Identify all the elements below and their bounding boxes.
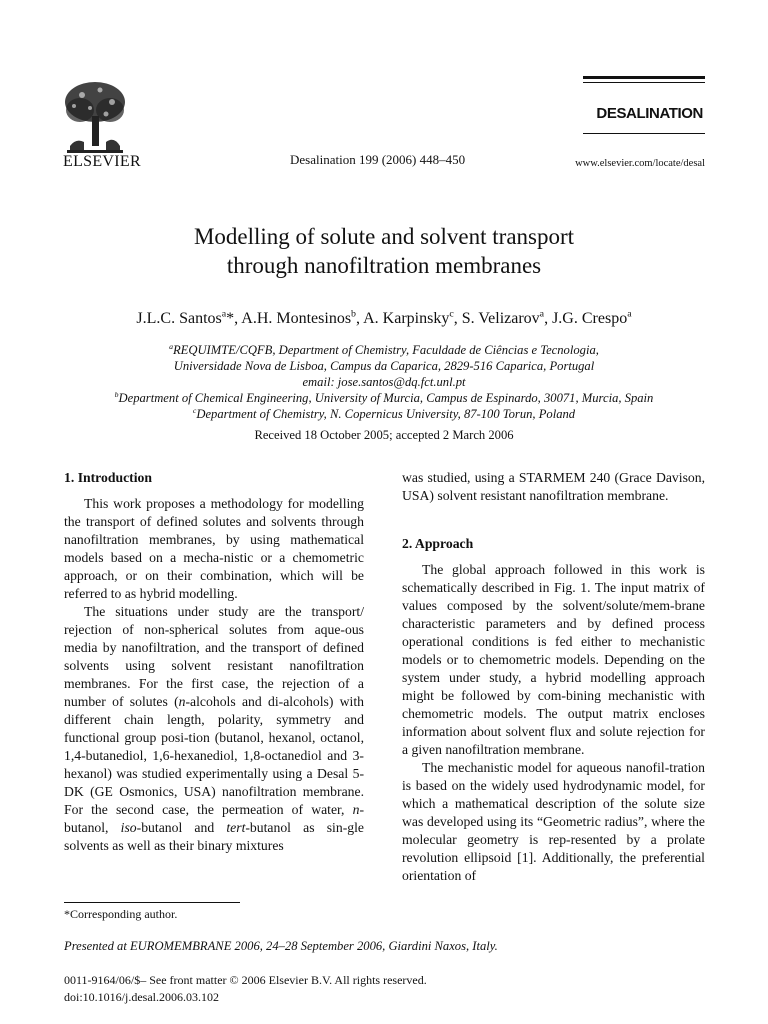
header-rule-bottom (583, 133, 705, 134)
affil-b-line: Department of Chemical Engineering, University of Murcia, Campus de Espinardo, 30071, Murcia, Spain (118, 391, 654, 405)
author-list (40, 310, 728, 328)
article-title (100, 222, 668, 280)
affil-mark-c: c (192, 405, 197, 415)
italic-run: iso (120, 820, 137, 835)
text-run: The situations under study are the transport/ rejection of non-spherical solutes from aque-ous media by nanofiltration, and the transport of defined solvents using solvent resistant nanofiltration membranes. For the first case, the rejection of a number of solutes ( (64, 604, 364, 709)
elsevier-tree-logo-icon (62, 80, 128, 154)
approach-paragraph-1: The global approach followed in this work is schematically described in Fig. 1. The input matrix of values composed by the solvent/solute/mem-brane characteristic parameters and by defined process operational conditions is fed either to mechanistic models or to chemometric models. Depending on the system under study, a hybrid modelling approach might be followed by com-bining mechanistic with chemometric models. The output matrix encloses information about solvent flux and solute rejection for a given nanofiltration membrane. (402, 562, 705, 757)
footnote-rule (64, 902, 240, 903)
header-rule-top-thin (583, 82, 705, 83)
italic-run: n (178, 694, 186, 709)
author-sep: *, (226, 310, 242, 327)
journal-name: DESALINATION (596, 105, 703, 122)
intro-paragraph-2 (64, 603, 364, 855)
author-affil-mark: b (351, 308, 356, 320)
author-name: J.G. Crespo (552, 310, 628, 327)
author-sep: , (356, 310, 364, 327)
italic-run: tert (226, 820, 246, 835)
author-name: J.L.C. Santos (136, 310, 222, 327)
author-affil-mark: a (539, 308, 545, 320)
affil-a-line-2: Universidade Nova de Lisboa, Campus da Caparica, 2829-516 Caparica, Portugal (173, 359, 595, 373)
section-heading-approach: 2. Approach (402, 536, 474, 551)
text-run: -alcohols and di-alcohols) with different chain length, polarity, symmetry and functional group posi-tion (butanol, hexanol, octanol, 1,4-butanediol, 1,6-hexanediol, 1,8-octanediol and 3-hexanol) was studied experimentally using a Desal 5-DK (GE Osmonics, USA) nanofiltration membrane. For the second case, the permeation of water, (64, 694, 364, 817)
affil-c-line: Department of Chemistry, N. Copernicus University, 87-100 Torun, Poland (196, 407, 576, 421)
affiliation-b (60, 390, 708, 406)
author-affil-mark: a (627, 308, 632, 320)
text-run: -butanol, (64, 802, 364, 835)
conference-note: Presented at EUROMEMBRANE 2006, 24–28 September 2006, Giardini Naxos, Italy. (64, 939, 498, 953)
text-run: -butanol and (136, 820, 227, 835)
affil-a-line-1: REQUIMTE/CQFB, Department of Chemistry, Faculdade de Ciências e Tecnologia, (172, 343, 599, 357)
doi-line[interactable]: doi:10.1016/j.desal.2006.03.102 (64, 990, 219, 1004)
author-sep: , (453, 310, 462, 327)
publisher-name: ELSEVIER (63, 153, 141, 170)
journal-citation: Desalination 199 (2006) 448–450 (290, 152, 466, 167)
author-affil-mark: c (449, 308, 454, 320)
author-name: A.H. Montesinos (241, 310, 352, 327)
received-dates: Received 18 October 2005; accepted 2 March 2006 (254, 428, 514, 442)
copyright-block (64, 972, 427, 1006)
author-name: S. Velizarov (461, 310, 540, 327)
affil-mark-a: a (169, 341, 173, 351)
affiliation-c (60, 406, 708, 422)
approach-paragraph-2: The mechanistic model for aqueous nanofil-tration is based on the widely used hydrodynamic model, for which a mathematical description of the solute size was developed using its “Geometric radius”, where the molecular geometry is rep-resented by a prolate revolution ellipsoid [1]. Additionally, the preferential orientation of (402, 760, 705, 883)
title-line-2: through nanofiltration membranes (226, 253, 542, 278)
column-right (402, 469, 705, 885)
italic-run: n (352, 802, 360, 817)
author-name: A. Karpinsky (363, 310, 450, 327)
section-heading-introduction: 1. Introduction (64, 470, 152, 485)
affil-mark-b: b (114, 389, 119, 399)
copyright-line: 0011-9164/06/$– See front matter © 2006 Elsevier B.V. All rights reserved. (64, 973, 427, 987)
intro-continuation: was studied, using a STARMEM 240 (Grace Davison, USA) solvent resistant nanofiltration membrane. (402, 470, 705, 503)
intro-paragraph-1: This work proposes a methodology for modelling the transport of defined solutes and solvents through nanofiltration membranes, by using mathematical models based on a mecha-nistic or a chemometric approach, or on their combination, which will be referred to as hybrid modelling. (64, 496, 364, 601)
corresponding-email[interactable]: email: jose.santos@dq.fct.unl.pt (302, 375, 466, 389)
journal-url[interactable]: www.elsevier.com/locate/desal (575, 158, 705, 169)
text-run: -butanol as sin-gle solvents as well as their binary mixtures (64, 820, 364, 853)
author-sep: , (544, 310, 553, 327)
header-rule-top (583, 76, 705, 79)
author-affil-mark: a (221, 308, 227, 320)
column-left (64, 469, 364, 855)
affiliation-a (60, 342, 708, 358)
title-line-1: Modelling of solute and solvent transport (193, 224, 575, 249)
corresponding-author-footnote: *Corresponding author. (64, 907, 178, 921)
affiliations (60, 342, 708, 422)
